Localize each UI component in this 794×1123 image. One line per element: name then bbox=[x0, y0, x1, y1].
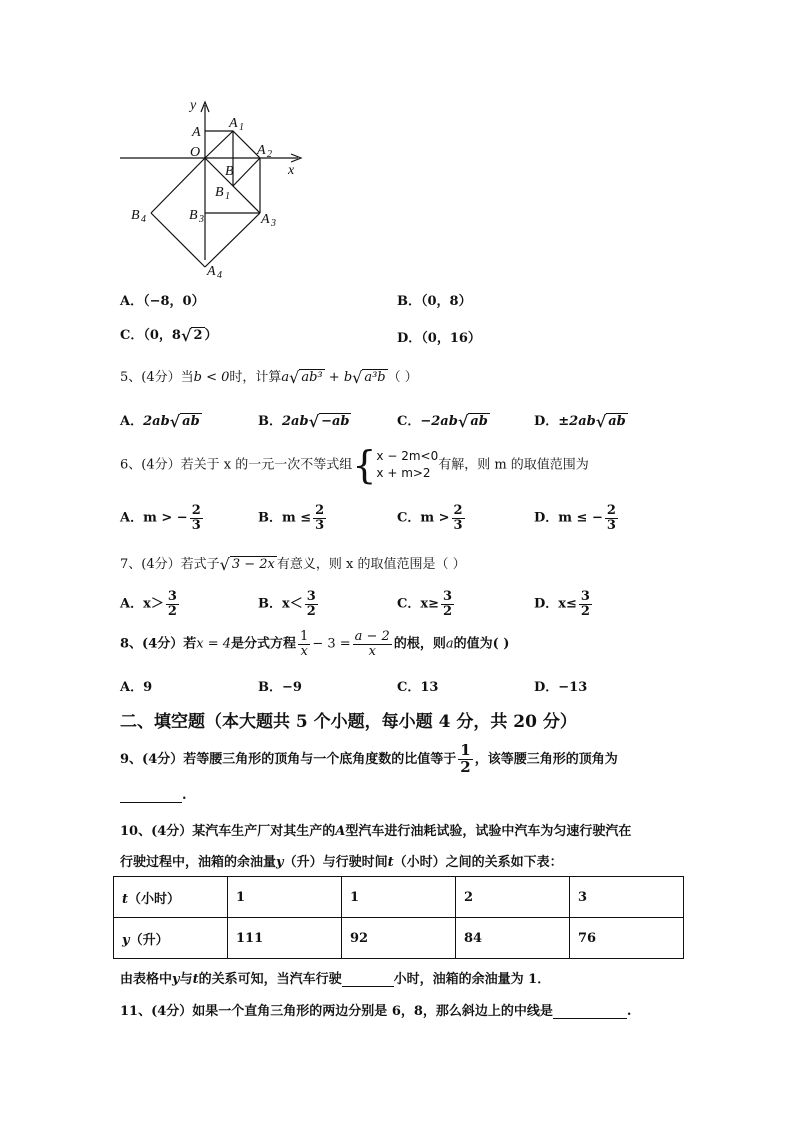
svg-text:4: 4 bbox=[217, 270, 222, 280]
table-cell: 111 bbox=[228, 918, 342, 959]
label-b4: B bbox=[131, 208, 140, 223]
figure-lines bbox=[120, 102, 301, 267]
table-cell: 2 bbox=[456, 877, 570, 918]
q4-option-d: D．（0，16） bbox=[397, 331, 481, 346]
question-10-after: 由表格中y与t的关系可知，当汽车行驶 小时，油箱的余油量为 1． bbox=[120, 972, 551, 987]
big-diamond-left bbox=[151, 158, 205, 213]
q6-option-d: D．m ≤ − $\frac{2}{3}$ bbox=[534, 503, 616, 533]
q10-answer-blank[interactable] bbox=[342, 972, 394, 987]
q4-option-b: B．（0，8） bbox=[397, 294, 472, 309]
question-11: 11、(4分）如果一个直角三角形的两边分别是 6，8，那么斜边上的中线是 . bbox=[120, 1004, 632, 1019]
q5-option-b: B．2ab √ −ab bbox=[258, 411, 350, 431]
question-10-line2: 行驶过程中，油箱的余油量y（升）与行驶时间t（小时）之间的关系如下表： bbox=[120, 855, 563, 870]
question-5: 5、(4分）当b < 0时，计算a √ ab³ + b √ a³b （ ） bbox=[120, 367, 418, 387]
question-9: 9、(4分）若等腰三角形的顶角与一个底角度数的比值等于 $\frac{1}{2}$ ，该等腰三角形的顶角为 bbox=[120, 741, 618, 776]
table-header-y: y（升） bbox=[114, 918, 228, 959]
table-header-t: t（小时） bbox=[114, 877, 228, 918]
q6-option-c: C．m > $\frac{2}{3}$ bbox=[397, 503, 463, 533]
q7-option-c: C．x≥ $\frac{3}{2}$ bbox=[397, 589, 453, 619]
label-a3: A bbox=[261, 212, 270, 227]
label-x: x bbox=[288, 163, 295, 178]
label-a4: A bbox=[207, 264, 216, 279]
q6-option-b: B．m ≤ $\frac{2}{3}$ bbox=[258, 503, 325, 533]
table-cell: 3 bbox=[570, 877, 684, 918]
question-8: 8、(4分）若x = 4是分式方程 $\frac{1}{x}$ − 3 = $\frac{a - 2}{x}$ 的根，则a的值为( ) bbox=[120, 629, 510, 659]
table-cell: 1 bbox=[228, 877, 342, 918]
table-cell: 1 bbox=[342, 877, 456, 918]
q6-option-a: A．m > − $\frac{2}{3}$ bbox=[120, 503, 201, 533]
q5-option-c: C．−2ab √ ab bbox=[397, 411, 488, 431]
section-2-title: 二、填空题（本大题共 5 个小题，每小题 4 分，共 20 分） bbox=[120, 712, 577, 732]
label-a2: A bbox=[257, 143, 266, 158]
svg-text:1: 1 bbox=[225, 191, 230, 202]
q11-answer-blank[interactable] bbox=[553, 1004, 627, 1019]
table-row bbox=[114, 918, 684, 959]
geometry-figure bbox=[110, 95, 320, 280]
table-cell: 84 bbox=[456, 918, 570, 959]
label-b: B bbox=[225, 164, 234, 179]
q8-option-b: B．−9 bbox=[258, 680, 302, 695]
svg-text:1: 1 bbox=[239, 122, 244, 133]
q7-option-d: D．x≤ $\frac{3}{2}$ bbox=[534, 589, 590, 619]
table-cell: 92 bbox=[342, 918, 456, 959]
svg-text:3: 3 bbox=[199, 214, 204, 225]
svg-text:4: 4 bbox=[141, 214, 146, 225]
table-cell: 76 bbox=[570, 918, 684, 959]
question-6: 6、(4分）若关于 x 的一元一次不等式组{ x − 2m<0 x + m>2 有解，则 m 的取值范围为 bbox=[120, 443, 589, 487]
svg-text:3: 3 bbox=[271, 218, 276, 229]
q7-option-a: A．x＞ $\frac{3}{2}$ bbox=[120, 589, 177, 619]
label-b1: B bbox=[215, 185, 224, 200]
q7-option-b: B．x＜ $\frac{3}{2}$ bbox=[258, 589, 316, 619]
q5-option-d: D．±2ab √ ab bbox=[534, 411, 626, 431]
q4-option-a: A．（−8，0） bbox=[120, 294, 205, 309]
question-7: 7、(4分）若式子 √ 3 − 2x 有意义，则 x 的取值范围是（ ） bbox=[120, 554, 466, 574]
q9-answer-blank[interactable]: . bbox=[120, 788, 187, 803]
q8-option-a: A．9 bbox=[120, 680, 153, 695]
fuel-table bbox=[113, 876, 684, 959]
q8-option-c: C．13 bbox=[397, 680, 439, 695]
q4-option-c: C．（0，8 √ 2 ） bbox=[120, 325, 218, 345]
label-a1: A bbox=[229, 116, 238, 131]
label-b3: B bbox=[189, 208, 198, 223]
label-a: A bbox=[192, 125, 201, 140]
svg-text:2: 2 bbox=[267, 149, 272, 160]
label-o: O bbox=[190, 145, 201, 160]
q5-option-a: A．2ab √ ab bbox=[120, 411, 200, 431]
label-y: y bbox=[190, 98, 197, 113]
q8-option-d: D．−13 bbox=[534, 680, 588, 695]
question-10-line1: 10、(4分）某汽车生产厂对其生产的A型汽车进行油耗试验，试验中汽车为匀速行驶汽在 bbox=[120, 824, 632, 839]
table-row bbox=[114, 877, 684, 918]
